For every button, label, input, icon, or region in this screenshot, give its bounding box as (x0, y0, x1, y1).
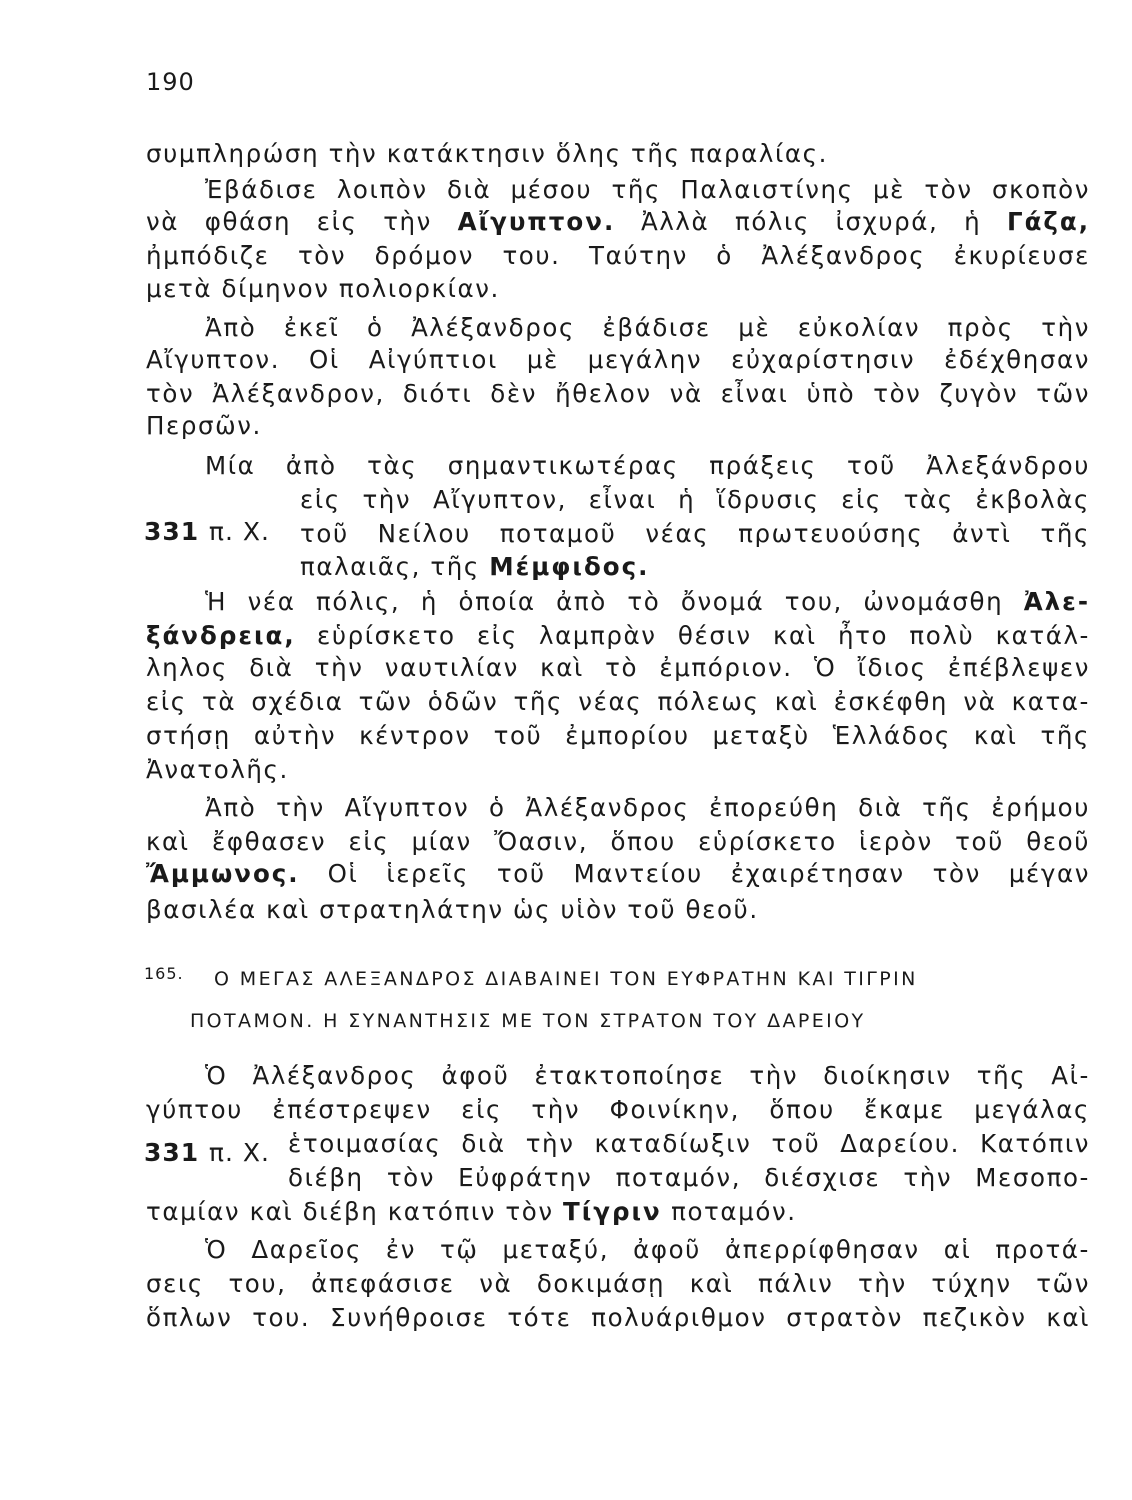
date-margin-note: 331 π. Χ. (144, 517, 270, 546)
emphasis-memphis: Μέμφιδος. (489, 552, 650, 581)
emphasis-alexandria-cont: ξάνδρεια, (146, 621, 296, 650)
text-line: τοῦ Νείλου ποταμοῦ νέας πρωτευούσης ἀντὶ τῆς (300, 519, 1090, 548)
text-line: Ὁ Ἀλέξανδρος ἀφοῦ ἐτακτοποίησε τὴν διοίκησιν τῆς Αἰ- (205, 1061, 1090, 1090)
emphasis-alexandria: Ἀλε- (1023, 587, 1090, 616)
text-line: καὶ ἔφθασεν εἰς μίαν Ὄασιν, ὅπου εὑρίσκετο ἱερὸν τοῦ θεοῦ (146, 827, 1090, 856)
text-line: μετὰ δίμηνον πολιορκίαν. (146, 274, 500, 303)
emphasis-egypt: Αἴγυπτον. (457, 207, 616, 236)
text-line: εἰς τὴν Αἴγυπτον, εἶναι ἡ ἵδρυσις εἰς τὰς ἐκβολὰς (300, 485, 1090, 514)
text-line: σεις του, ἀπεφάσισε νὰ δοκιμάσῃ καὶ πάλιν τὴν τύχην τῶν (146, 1269, 1090, 1298)
text-line: Ἡ νέα πόλις, ἡ ὁποία ἀπὸ τὸ ὄνομά του, ὠνομάσθη Ἀλε- (205, 587, 1090, 616)
text-line: Ὁ Δαρεῖος ἐν τῷ μεταξύ, ἀφοῦ ἀπερρίφθησαν αἱ προτά- (205, 1235, 1090, 1264)
section-title-line: Ο ΜΕΓΑΣ ΑΛΕΞΑΝΔΡΟΣ ΔΙΑΒΑΙΝΕΙ ΤΟΝ ΕΥΦΡΑΤΗΝ ΚΑΙ ΤΙΓΡΙΝ (214, 968, 918, 990)
emphasis-ammon: Ἄμμωνος. (146, 859, 300, 888)
text-line: παλαιᾶς, τῆς Μέμφιδος. (300, 552, 650, 581)
text-line: στήσῃ αὐτὴν κέντρον τοῦ ἐμπορίου μεταξὺ Ἑλλάδος καὶ τῆς (146, 721, 1090, 750)
emphasis-gaza: Γάζα, (1006, 207, 1091, 236)
text-line: νὰ φθάση εἰς τὴν Αἴγυπτον. Ἀλλὰ πόλις ἰσχυρά, ἡ Γάζα, (146, 207, 1091, 236)
text-line: ληλος διὰ τὴν ναυτιλίαν καὶ τὸ ἐμπόριον. Ὁ ἴδιος ἐπέβλεψεν (146, 653, 1090, 682)
text-line: Αἴγυπτον. Οἱ Αἰγύπτιοι μὲ μεγάλην εὐχαρίστησιν ἐδέχθησαν (146, 345, 1090, 374)
text-line: ταμίαν καὶ διέβη κατόπιν τὸν Τίγριν ποταμόν. (146, 1197, 797, 1226)
text-line: βασιλέα καὶ στρατηλάτην ὡς υἱὸν τοῦ θεοῦ. (146, 895, 759, 924)
emphasis-tigris: Τίγριν (563, 1197, 662, 1226)
page-number: 190 (146, 68, 195, 96)
text-line: τὸν Ἀλέξανδρον, διότι δὲν ἤθελον νὰ εἶναι ὑπὸ τὸν ζυγὸν τῶν (146, 379, 1090, 408)
text-line: διέβη τὸν Εὐφράτην ποταμόν, διέσχισε τὴν Μεσοπο- (288, 1163, 1090, 1192)
text-line: Ἀπὸ ἐκεῖ ὁ Ἀλέξανδρος ἐβάδισε μὲ εὐκολίαν πρὸς τὴν (205, 313, 1090, 342)
text-line: ξάνδρεια, εὑρίσκετο εἰς λαμπρὰν θέσιν καὶ ἦτο πολὺ κατάλ- (146, 621, 1090, 650)
text-line: Περσῶν. (146, 411, 262, 440)
text-line: γύπτου ἐπέστρεψεν εἰς τὴν Φοινίκην, ὅπου ἔκαμε μεγάλας (146, 1095, 1090, 1124)
date-margin-note: 331 π. Χ. (144, 1138, 270, 1167)
text-line: συμπληρώση τὴν κατάκτησιν ὅλης τῆς παραλίας. (146, 139, 828, 168)
text-line: Ἄμμωνος. Οἱ ἱερεῖς τοῦ Μαντείου ἐχαιρέτησαν τὸν μέγαν (146, 859, 1090, 888)
section-title-line: ΠΟΤΑΜΟΝ. Η ΣΥΝΑΝΤΗΣΙΣ ΜΕ ΤΟΝ ΣΤΡΑΤΟΝ ΤΟΥ ΔΑΡΕΙΟΥ (190, 1010, 866, 1032)
text-line: ἑτοιμασίας διὰ τὴν καταδίωξιν τοῦ Δαρείου. Κατόπιν (288, 1129, 1090, 1158)
section-number: 165. (144, 964, 184, 983)
text-line: Ἐβάδισε λοιπὸν διὰ μέσου τῆς Παλαιστίνης μὲ τὸν σκοπὸν (205, 175, 1090, 204)
text-line: ἠμπόδιζε τὸν δρόμον του. Ταύτην ὁ Ἀλέξανδρος ἐκυρίευσε (146, 241, 1090, 270)
text-line: Ἀπὸ τὴν Αἴγυπτον ὁ Ἀλέξανδρος ἐπορεύθη διὰ τῆς ἐρήμου (205, 793, 1090, 822)
text-line: εἰς τὰ σχέδια τῶν ὁδῶν τῆς νέας πόλεως καὶ ἐσκέφθη νὰ κατα- (146, 687, 1090, 716)
text-line: ὅπλων του. Συνήθροισε τότε πολυάριθμον στρατὸν πεζικὸν καὶ (146, 1303, 1090, 1332)
text-line: Ἀνατολῆς. (146, 755, 289, 784)
text-line: Μία ἀπὸ τὰς σημαντικωτέρας πράξεις τοῦ Ἀλεξάνδρου (205, 451, 1090, 480)
